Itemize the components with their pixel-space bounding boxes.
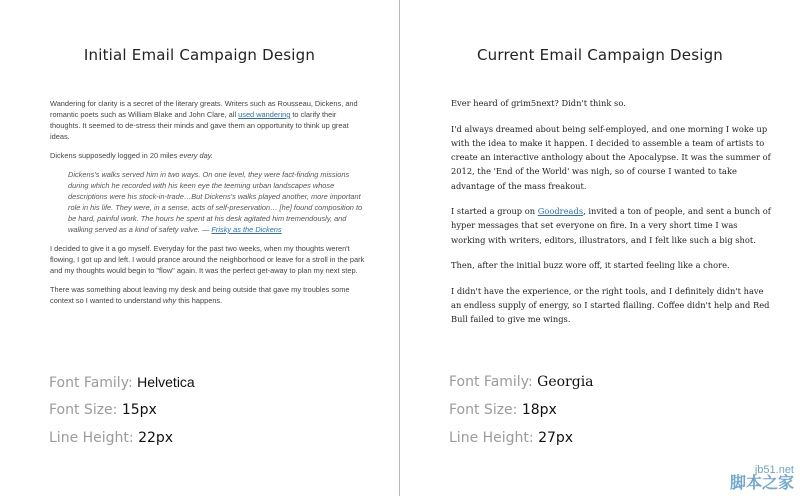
spec-value: 27px	[538, 430, 574, 446]
emphasis: every day.	[179, 151, 213, 160]
quote-block	[50, 169, 368, 235]
panel-title: Current Email Campaign Design	[476, 46, 724, 64]
paragraph: Then, after the initial buzz wore off, it started feeling like a chore.	[451, 260, 730, 271]
font-specs	[449, 372, 594, 456]
spec-value: 22px	[138, 430, 174, 446]
paragraph	[50, 150, 368, 161]
paragraph	[50, 98, 368, 142]
spec-label: Line Height:	[49, 430, 139, 446]
spec-label: Font Size:	[49, 402, 122, 418]
paragraph: I didn't have the experience, or the right tools, and I definitely didn't have an endless supply of energy, so I started flailing. Coffee didn't help and Red Bull failed to give me wings.	[451, 286, 770, 325]
initial-design-panel	[0, 0, 399, 496]
used-wandering-link[interactable]: used wandering	[238, 110, 291, 119]
sample-text-helvetica	[50, 98, 368, 314]
watermark-chinese: 脚本之家	[729, 475, 794, 492]
spec-label: Line Height:	[449, 430, 539, 446]
panel-title: Initial Email Campaign Design	[83, 46, 316, 64]
text: Wandering for clarity is a secret of the literary greats. Writers such as Rousseau, Dickens, and romantic poets such as William Blake and John Clare, all	[50, 99, 358, 119]
text: I started a group on	[451, 206, 538, 217]
font-specs	[49, 372, 195, 456]
line-height-spec	[449, 428, 594, 456]
paragraph: Ever heard of grim5next? Didn't think so.	[451, 98, 626, 108]
spec-value: 15px	[121, 402, 157, 418]
text: There was something about leaving my desk and being outside that gave my troubles some context so I wanted to understand	[50, 285, 350, 305]
text: this happens.	[176, 296, 223, 305]
spec-label: Font Family:	[449, 374, 538, 390]
font-family-spec	[49, 372, 195, 400]
paragraph: I decided to give it a go myself. Everyday for the past two weeks, when my thoughts weren't flowing, I got up and left. I would prance around the neighborhood or leave for a stroll in the park and my thoughts would begin to "flow" again. It was the perfect get-away to plan my next step.	[50, 244, 365, 275]
text: Dickens supposedly logged in 20 miles	[50, 151, 180, 160]
quote-text: Dickens's walks served him in two ways. On one level, they were fact-finding missions during which he recorded with his keen eye the teeming urban landscapes whose descriptions were his stock-in-trade…But Dickens's walks played another, more important role in his life. They were, in a sense, acts of self-preservation… [he] found composition to be hard, painful work. The hours he spent at his desk agitated him tremendously, and walking served as a kind of safety valve. —	[68, 170, 363, 234]
spec-value: Helvetica	[137, 374, 195, 390]
text: , invited a ton of people, and sent a bunch of hyper messages that set everyone on fire. In a very short time I was working with writers, editors, illustrators, and I felt like such a big shot.	[451, 206, 771, 245]
goodreads-link[interactable]: Goodreads	[537, 206, 584, 217]
paragraph	[451, 204, 771, 247]
paragraph	[50, 284, 368, 306]
spec-value: 18px	[521, 402, 557, 418]
font-family-spec	[449, 372, 594, 400]
frisky-as-the-dickens-link[interactable]: Frisky as the Dickens	[211, 225, 282, 234]
spec-label: Font Family:	[49, 375, 138, 391]
font-size-spec	[49, 400, 195, 428]
sample-text-georgia	[451, 96, 771, 338]
emphasis: why	[163, 296, 177, 305]
text: to clarify their thoughts. It seemed to de-stress their minds and gave them an opportunity to think up great ideas.	[50, 110, 349, 141]
site-watermark	[730, 465, 794, 492]
line-height-spec	[49, 428, 195, 456]
watermark-url: jb51.net	[754, 464, 794, 476]
paragraph: I'd always dreamed about being self-employed, and one morning I woke up with the idea to make it happen. I decided to assemble a team of artists to create an interactive anthology about the Apocalypse. It was the summer of 2012, the 'End of the World' was nigh, so of course I wanted to take advantage of the mass freakout.	[451, 123, 771, 191]
spec-value: Georgia	[537, 374, 594, 390]
current-design-panel	[400, 0, 800, 496]
font-size-spec	[449, 400, 594, 428]
spec-label: Font Size:	[449, 402, 522, 418]
